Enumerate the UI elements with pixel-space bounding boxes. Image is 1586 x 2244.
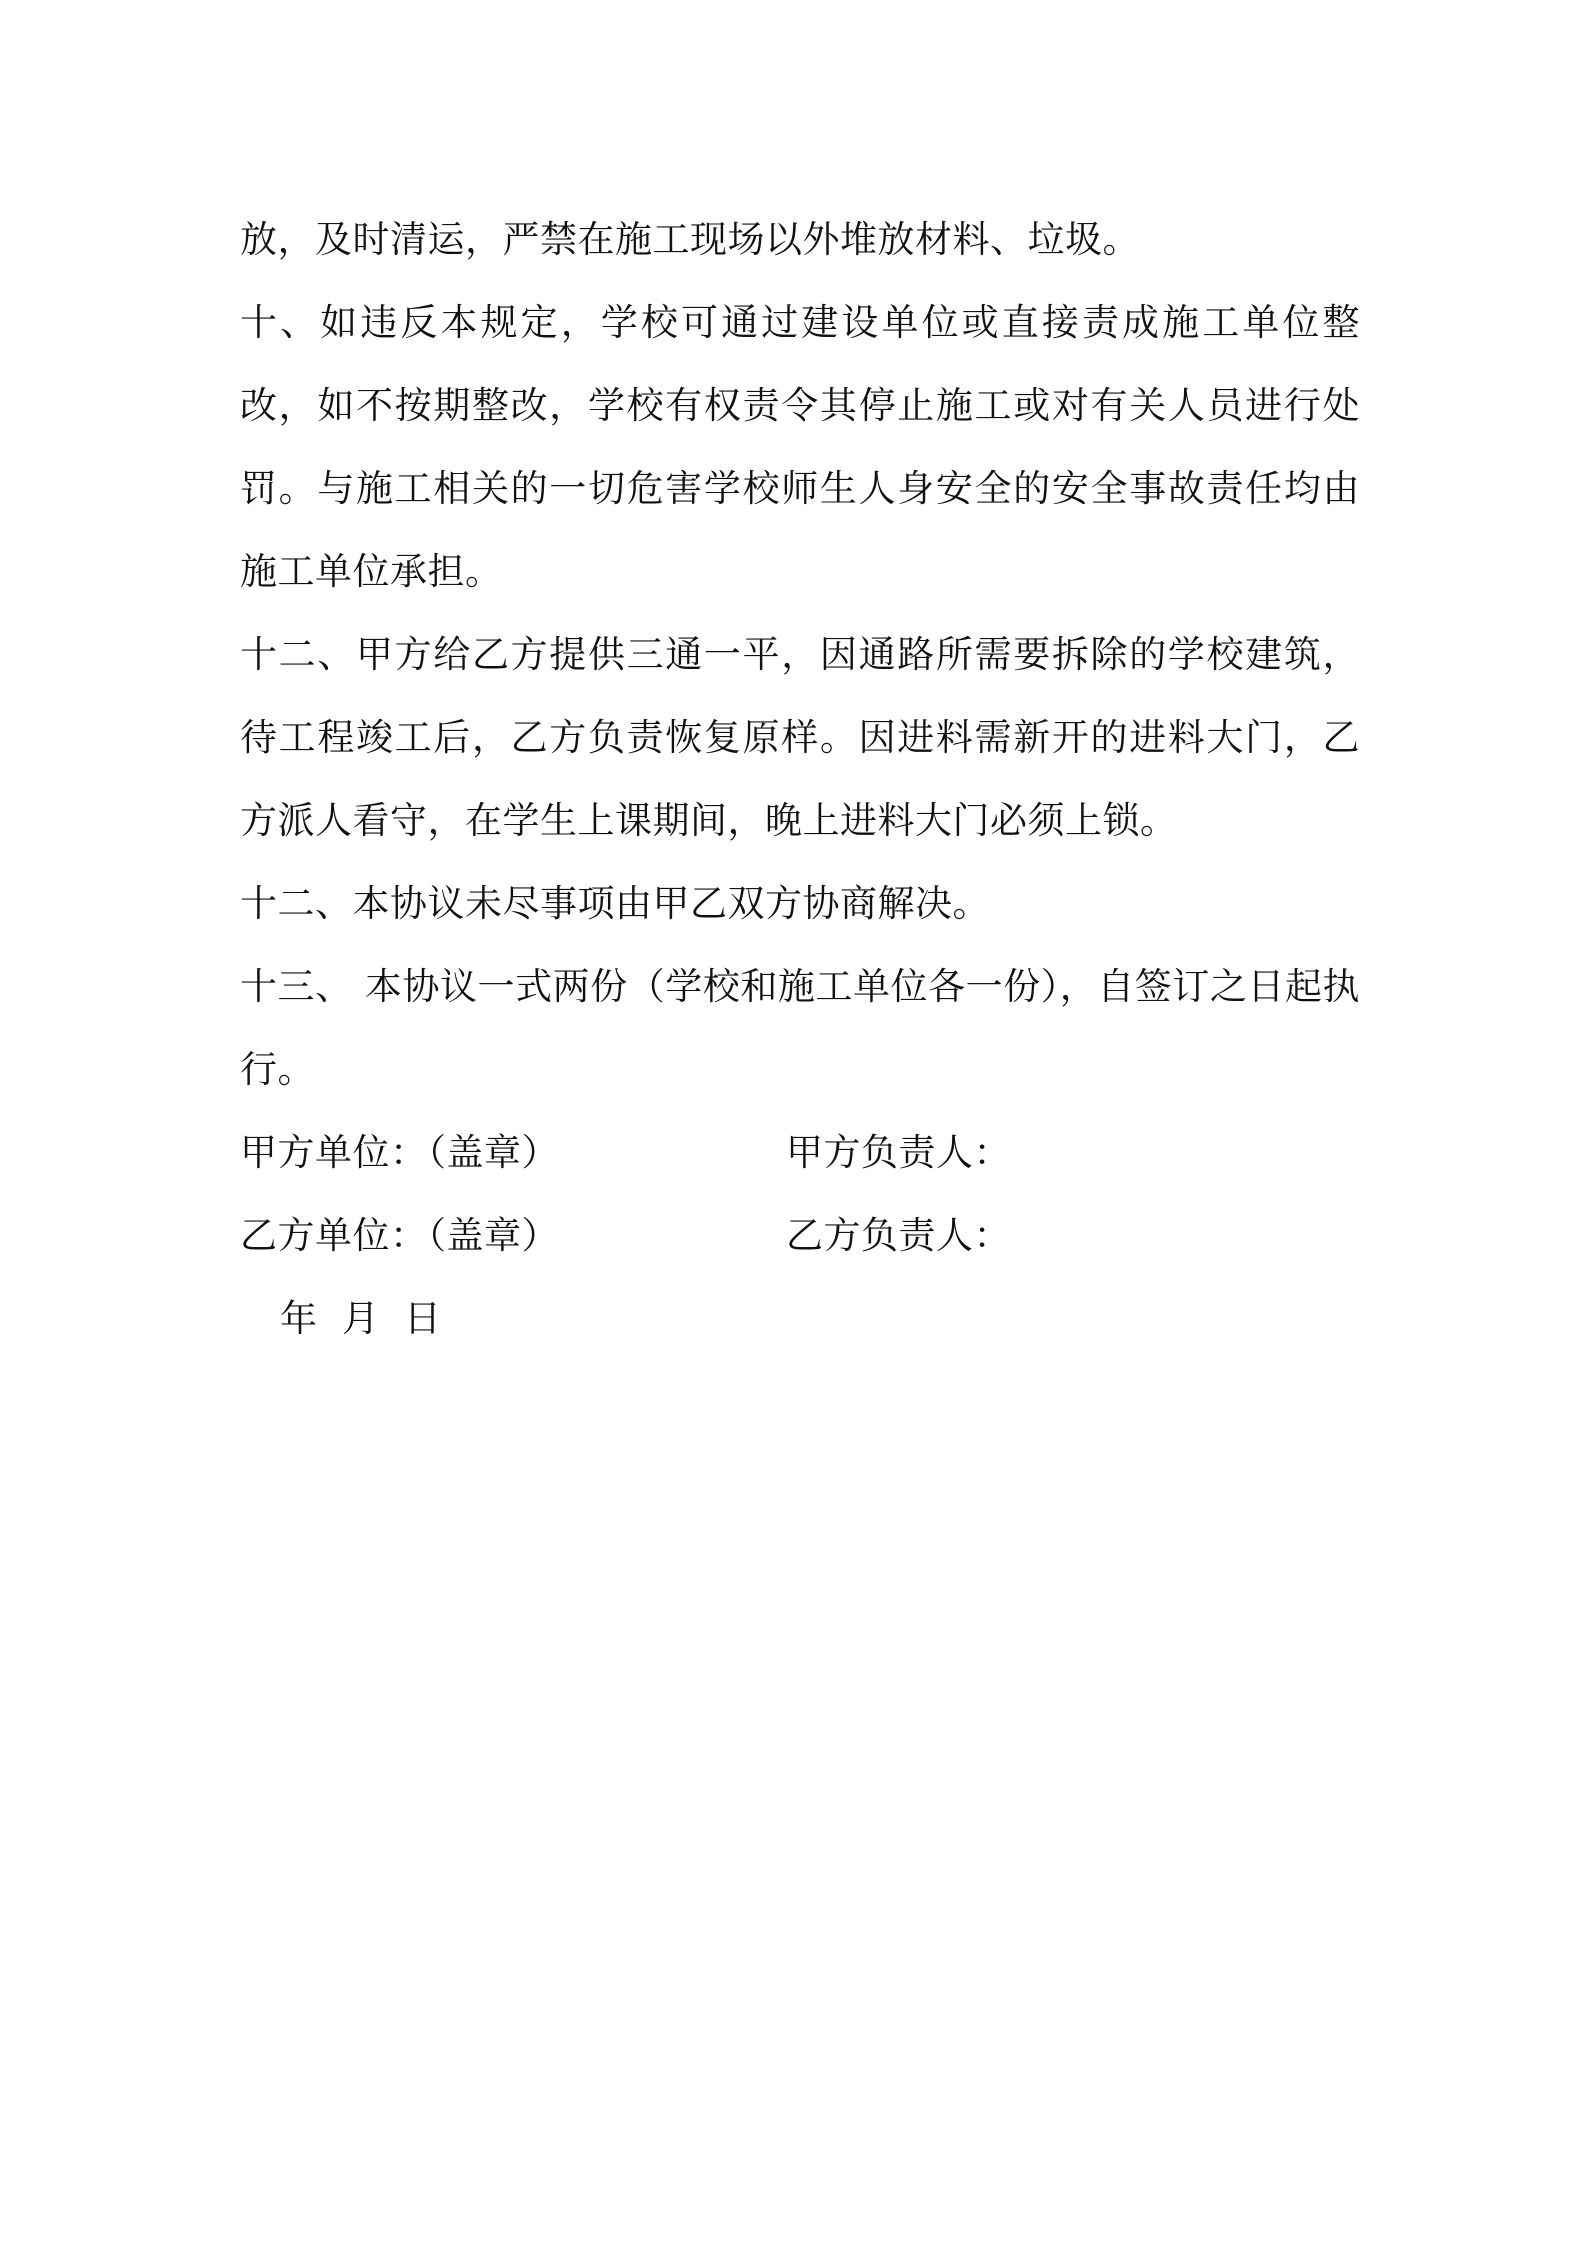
paragraph-material-cleanup: 放，及时清运，严禁在施工现场以外堆放材料、垃圾。	[240, 218, 1140, 261]
party-b-person-label: 乙方负责人：	[786, 1214, 1011, 1257]
signature-row-party-a	[240, 1111, 1360, 1194]
paragraph-clause-10: 十、如违反本规定，学校可通过建设单位或直接责成施工单位整改，如不按期整改，学校有权责令其停止施工或对有关人员进行处罚。与施工相关的一切危害学校师生人身安全的安全事故责任均由施工单位承担。	[240, 301, 1360, 593]
date-line: 年 月 日	[280, 1297, 442, 1340]
paragraph-clause-12-utilities: 十二、甲方给乙方提供三通一平，因通路所需要拆除的学校建筑，待工程竣工后，乙方负责恢复原样。因进料需新开的进料大门，乙方派人看守，在学生上课期间，晚上进料大门必须上锁。	[240, 633, 1360, 842]
paragraph-clause-13: 十三、 本协议一式两份（学校和施工单位各一份），自签订之日起执行。	[240, 965, 1360, 1091]
document-body	[240, 198, 1360, 1360]
signature-row-party-b	[240, 1194, 1360, 1277]
paragraph-clause-12-negotiation: 十二、本协议未尽事项由甲乙双方协商解决。	[240, 882, 990, 925]
party-b-unit-label: 乙方单位：（盖章）	[240, 1214, 559, 1257]
party-a-unit-label: 甲方单位：（盖章）	[240, 1131, 559, 1174]
party-a-person-label: 甲方负责人：	[786, 1131, 1011, 1174]
